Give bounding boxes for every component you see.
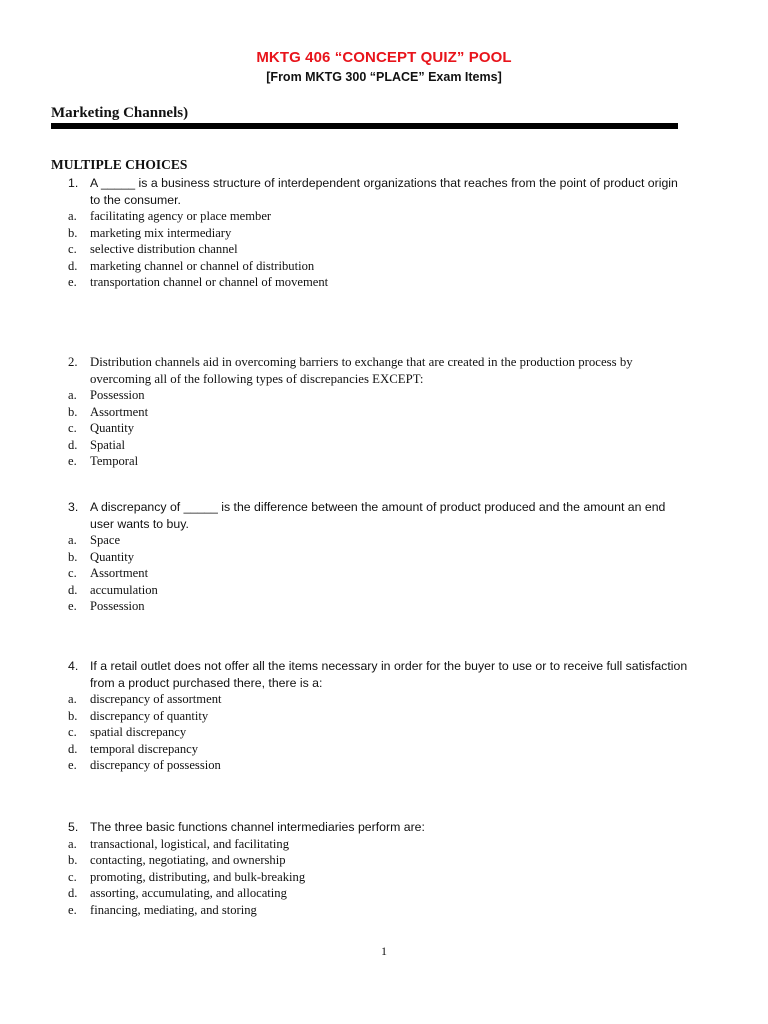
answer-option (68, 274, 688, 291)
option-text: temporal discrepancy (90, 741, 199, 756)
question-number: 4. (68, 659, 79, 673)
answer-option (68, 691, 688, 708)
option-letter: d. (68, 582, 78, 597)
option-text: transportation channel or channel of movement (90, 275, 329, 290)
question-3 (68, 499, 688, 615)
option-text: Possession (90, 599, 145, 614)
option-text: transactional, logistical, and facilitating (90, 836, 289, 851)
question-stem (68, 499, 688, 532)
option-text: Assortment (90, 404, 149, 419)
question-stem (68, 658, 688, 691)
answer-options (68, 836, 688, 919)
option-text: Spatial (90, 437, 125, 452)
option-letter: c. (68, 421, 77, 436)
answer-options (68, 691, 688, 774)
option-text: promoting, distributing, and bulk-breaking (90, 869, 306, 884)
answer-option (68, 741, 688, 758)
option-letter: d. (68, 886, 78, 901)
option-text: discrepancy of assortment (90, 692, 222, 707)
answer-options (68, 532, 688, 615)
answer-option (68, 437, 688, 454)
option-text: marketing mix intermediary (90, 225, 232, 240)
question-text: Distribution channels aid in overcoming barriers to exchange that are created in the production process by overcoming all of the following types of discrepancies EXCEPT: (90, 355, 633, 386)
option-letter: e. (68, 599, 77, 614)
option-text: accumulation (90, 582, 158, 597)
option-letter: a. (68, 209, 77, 224)
option-letter: c. (68, 869, 77, 884)
answer-option (68, 565, 688, 582)
option-text: Possession (90, 388, 145, 403)
option-letter: c. (68, 566, 77, 581)
question-text: The three basic functions channel intermediaries perform are: (90, 820, 425, 834)
answer-option (68, 708, 688, 725)
option-text: facilitating agency or place member (90, 209, 272, 224)
question-1 (68, 175, 688, 291)
question-number: 2. (68, 355, 78, 369)
option-letter: d. (68, 437, 78, 452)
answer-option (68, 532, 688, 549)
answer-option (68, 582, 688, 599)
answer-option (68, 836, 688, 853)
option-letter: a. (68, 692, 77, 707)
option-text: discrepancy of possession (90, 758, 221, 773)
answer-option (68, 453, 688, 470)
answer-options (68, 208, 688, 291)
option-letter: a. (68, 533, 77, 548)
answer-option (68, 387, 688, 404)
answer-option (68, 404, 688, 421)
answer-options (68, 387, 688, 470)
multiple-choice-heading: MULTIPLE CHOICES (51, 157, 188, 172)
question-text: A _____ is a business structure of interdependent organizations that reaches from the point of product origin to the consumer. (90, 176, 678, 207)
option-text: Space (90, 533, 121, 548)
answer-option (68, 885, 688, 902)
option-text: marketing channel or channel of distribution (90, 258, 315, 273)
question-number: 5. (68, 820, 79, 834)
question-stem (68, 819, 688, 836)
option-text: Quantity (90, 549, 135, 564)
option-letter: d. (68, 258, 78, 273)
question-2 (68, 354, 688, 470)
option-text: Assortment (90, 566, 149, 581)
section-heading: Marketing Channels) (51, 105, 189, 121)
option-letter: e. (68, 902, 77, 917)
option-letter: e. (68, 454, 77, 469)
option-letter: e. (68, 758, 77, 773)
answer-option (68, 549, 688, 566)
answer-option (68, 420, 688, 437)
option-letter: b. (68, 549, 78, 564)
option-letter: b. (68, 225, 78, 240)
answer-option (68, 902, 688, 919)
option-letter: d. (68, 741, 78, 756)
option-text: Temporal (90, 454, 139, 469)
document-title: MKTG 406 “CONCEPT QUIZ” POOL (256, 49, 512, 66)
option-letter: b. (68, 853, 78, 868)
option-letter: b. (68, 404, 78, 419)
option-text: financing, mediating, and storing (90, 902, 257, 917)
answer-option (68, 225, 688, 242)
question-text: A discrepancy of _____ is the difference between the amount of product produced and the amount an end user wants to buy. (90, 500, 666, 531)
option-letter: b. (68, 708, 78, 723)
option-letter: a. (68, 836, 77, 851)
option-text: discrepancy of quantity (90, 708, 209, 723)
answer-option (68, 757, 688, 774)
question-4 (68, 658, 688, 774)
question-stem (68, 175, 688, 208)
option-letter: c. (68, 725, 77, 740)
answer-option (68, 852, 688, 869)
question-5 (68, 819, 688, 918)
question-number: 3. (68, 500, 79, 514)
page-number: 1 (381, 944, 387, 958)
option-text: contacting, negotiating, and ownership (90, 853, 286, 868)
document-subtitle: [From MKTG 300 “PLACE” Exam Items] (266, 70, 502, 84)
question-number: 1. (68, 176, 79, 190)
answer-option (68, 869, 688, 886)
option-text: spatial discrepancy (90, 725, 187, 740)
question-stem (68, 354, 688, 387)
section-divider (51, 123, 678, 129)
option-letter: c. (68, 242, 77, 257)
answer-option (68, 598, 688, 615)
answer-option (68, 208, 688, 225)
option-text: assorting, accumulating, and allocating (90, 886, 287, 901)
option-letter: a. (68, 388, 77, 403)
answer-option (68, 258, 688, 275)
answer-option (68, 724, 688, 741)
answer-option (68, 241, 688, 258)
question-text: If a retail outlet does not offer all the items necessary in order for the buyer to use or to receive full satisfaction from a product purchased there, there is a: (90, 659, 688, 690)
option-text: selective distribution channel (90, 242, 238, 257)
option-letter: e. (68, 275, 77, 290)
option-text: Quantity (90, 421, 135, 436)
